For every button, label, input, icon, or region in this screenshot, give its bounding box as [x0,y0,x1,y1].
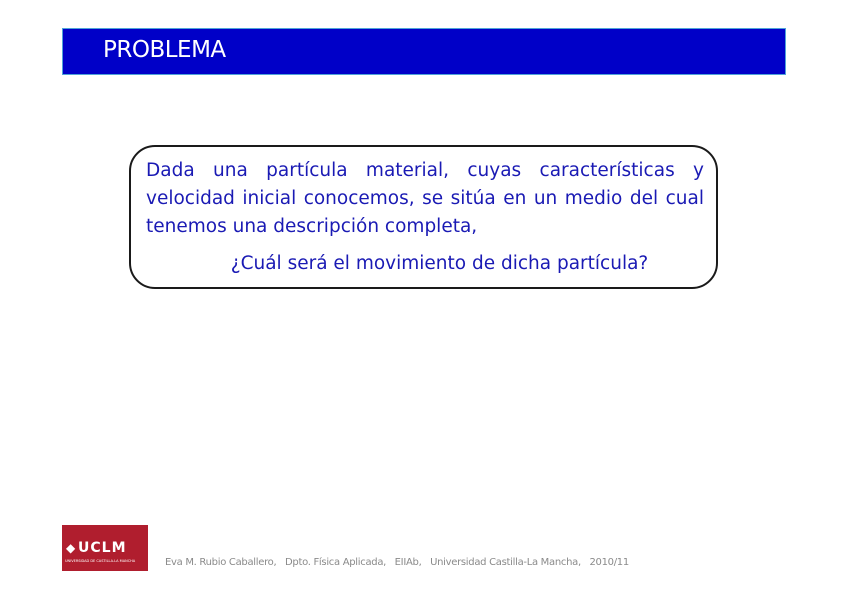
title-bar [62,28,786,75]
logo-diamond-icon: ◆ [66,541,76,555]
slide-title: PROBLEMA [103,37,226,63]
problem-question: ¿Cuál será el movimiento de dicha partícula? [230,253,649,274]
uclm-logo [62,525,148,571]
footer-credits: Eva M. Rubio Caballero, Dpto. Física Aplicada, EIIAb, Universidad Castilla-La Mancha, 2010/11 [165,557,629,568]
logo-subtext: UNIVERSIDAD DE CASTILLA-LA MANCHA [65,559,136,563]
problem-statement: Dada una partícula material, cuyas características y velocidad inicial conocemos, se sitúa en un medio del cual tenemos una descripción completa, [146,160,704,237]
problem-box [129,145,718,289]
logo-text: UCLM [78,540,127,556]
